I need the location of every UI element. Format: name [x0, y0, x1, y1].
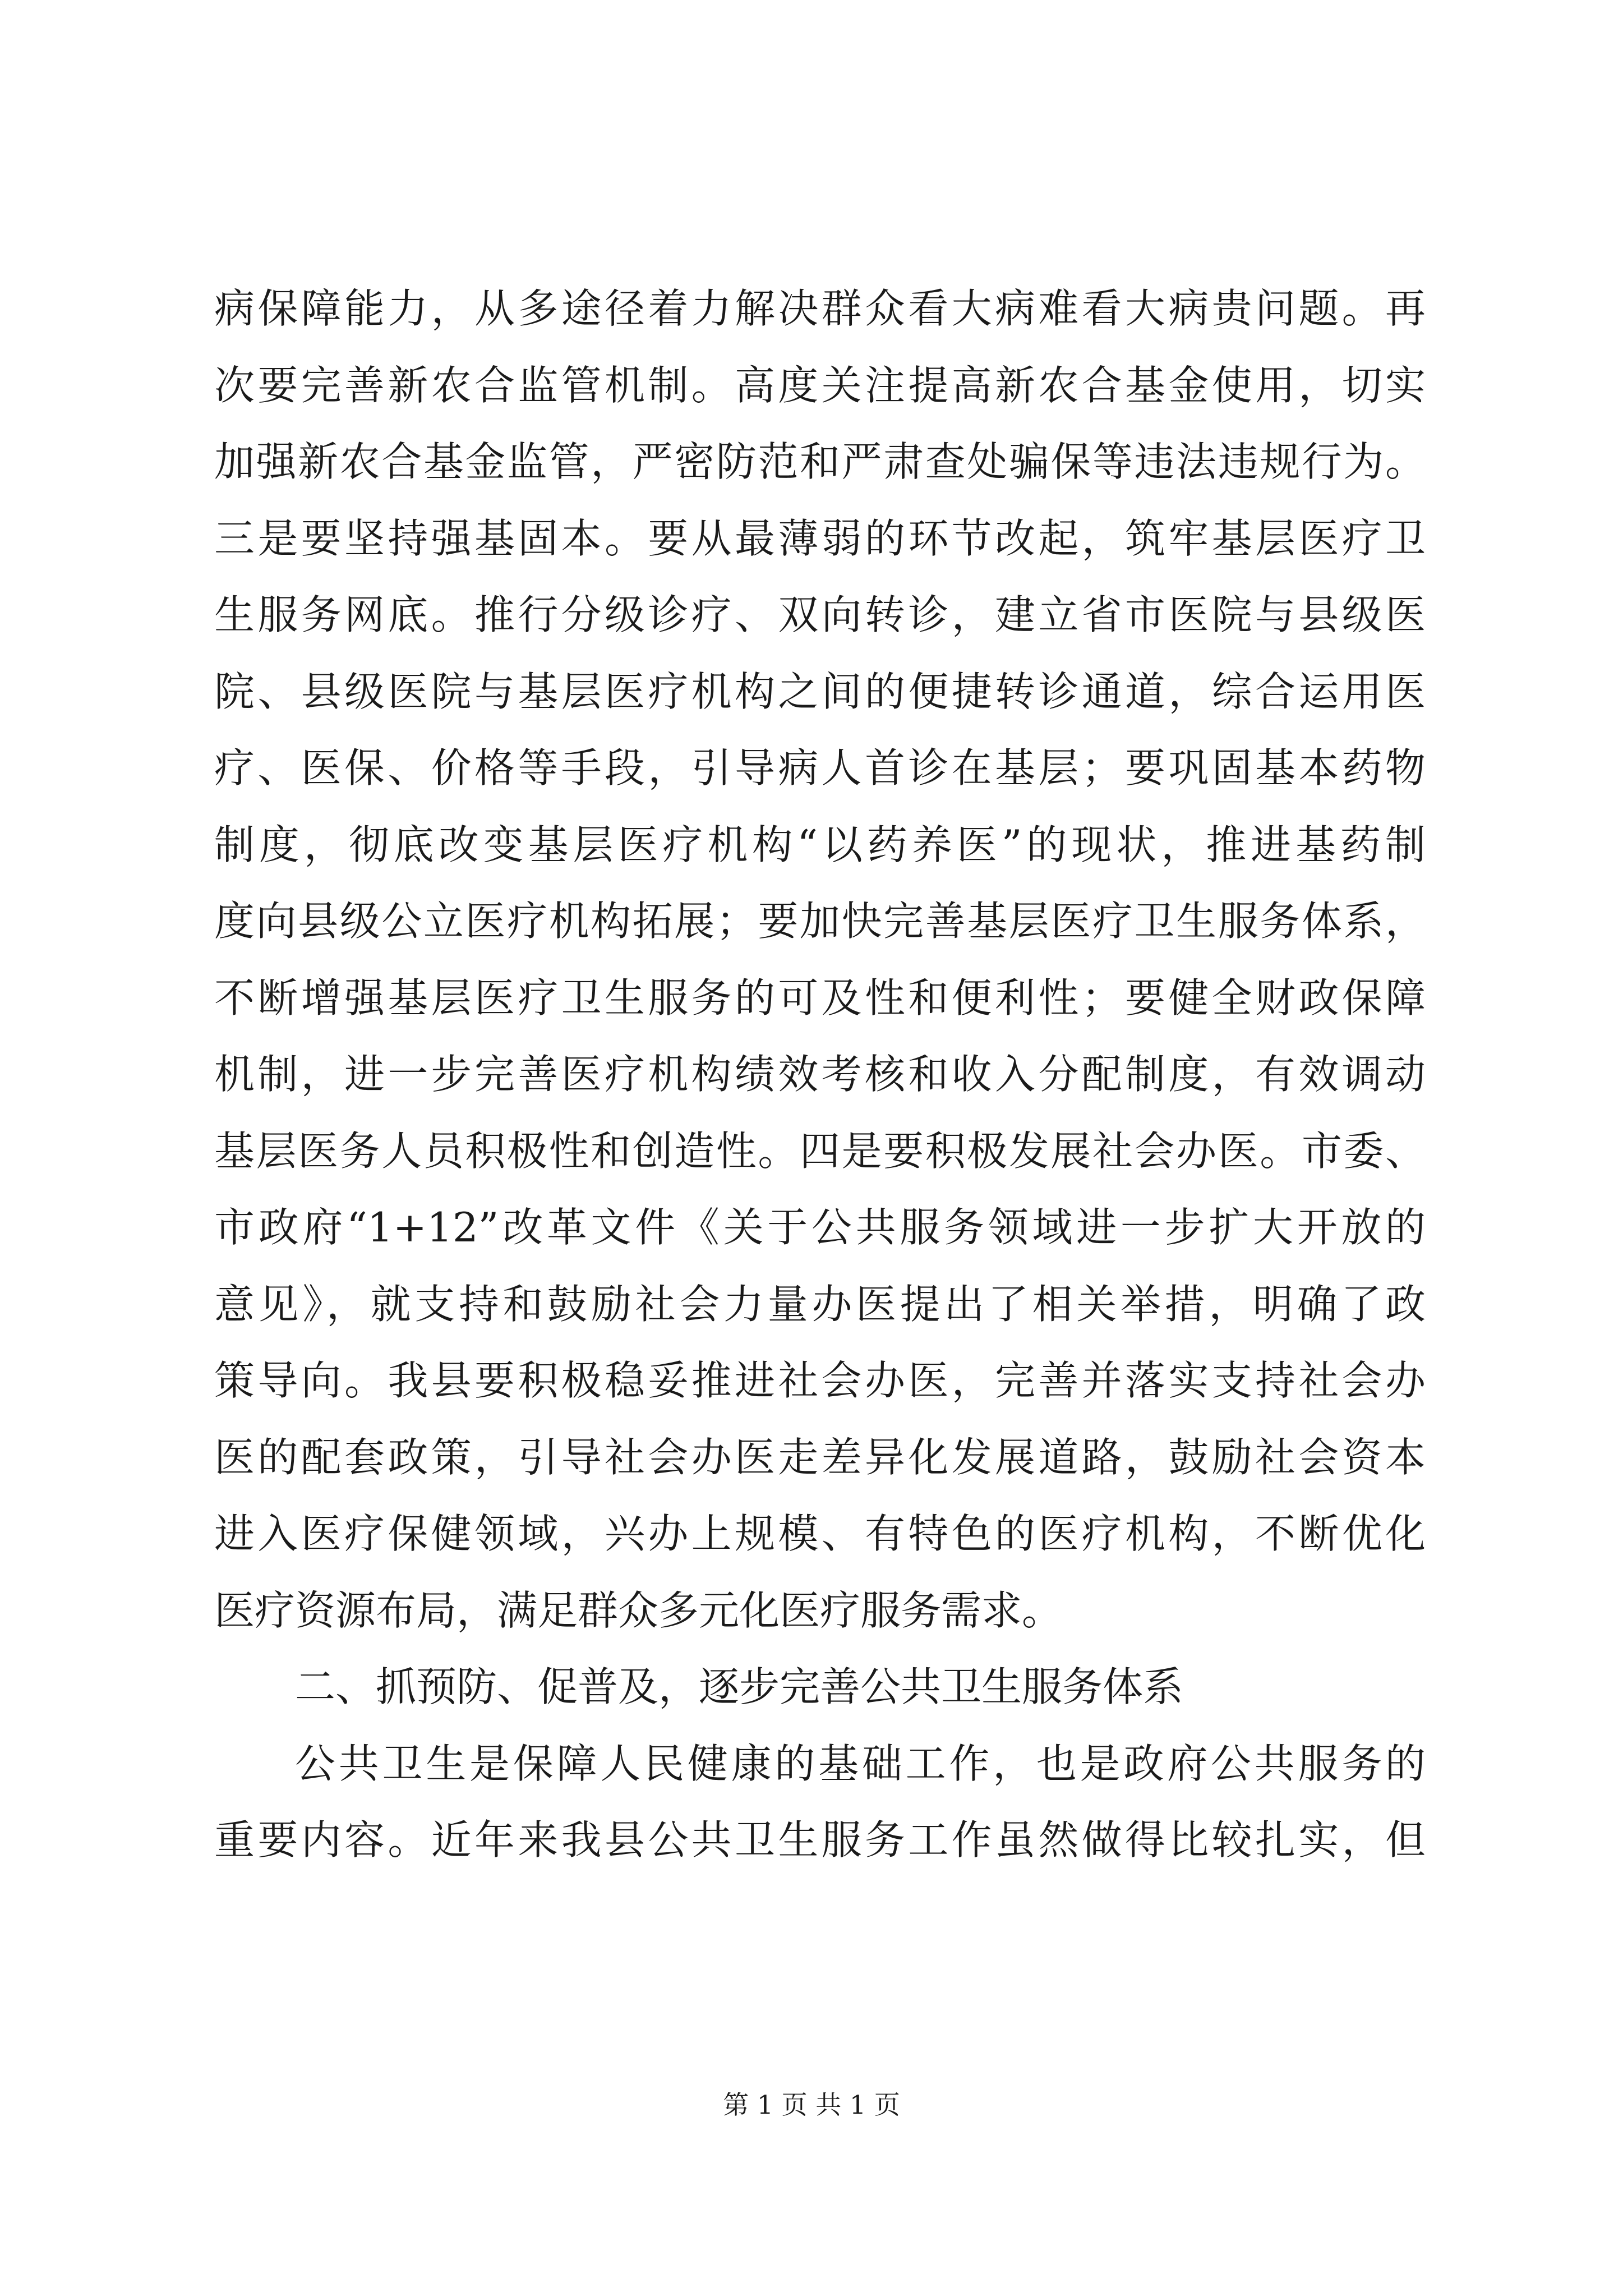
text-line-9: 度向县级公立医疗机构拓展；要加快完善基层医疗卫生服务体系，: [214, 898, 1426, 945]
text-line-3: 加强新农合基金监管，严密防范和严肃查处骗保等违法违规行为。: [214, 438, 1426, 485]
page-footer: 第 1 页 共 1 页: [723, 2090, 900, 2120]
text-line-21: 重要内容。近年来我县公共卫生服务工作虽然做得比较扎实，但: [214, 1816, 1426, 1864]
section-heading: 二、抓预防、促普及，逐步完善公共卫生服务体系: [295, 1663, 1184, 1710]
text-line-7: 疗、医保、价格等手段，引导病人首诊在基层；要巩固基本药物: [214, 744, 1426, 792]
text-line-6: 院、县级医院与基层医疗机构之间的便捷转诊通道，综合运用医: [214, 668, 1426, 715]
text-line-2: 次要完善新农合监管机制。高度关注提高新农合基金使用，切实: [214, 361, 1426, 409]
text-line-12: 基层医务人员积极性和创造性。四是要积极发展社会办医。市委、: [214, 1127, 1426, 1175]
text-line-11: 机制，进一步完善医疗机构绩效考核和收入分配制度，有效调动: [214, 1051, 1426, 1098]
text-line-16: 医的配套政策，引导社会办医走差异化发展道路，鼓励社会资本: [214, 1433, 1426, 1481]
text-line-14: 意见》，就支持和鼓励社会力量办医提出了相关举措，明确了政: [214, 1280, 1426, 1328]
text-line-1: 病保障能力，从多途径着力解决群众看大病难看大病贵问题。再: [214, 285, 1426, 332]
text-line-15: 策导向。我县要积极稳妥推进社会办医，完善并落实支持社会办: [214, 1357, 1426, 1404]
text-line-13: 市政府“1+12”改革文件《关于公共服务领域进一步扩大开放的: [214, 1204, 1426, 1251]
text-line-18: 医疗资源布局，满足群众多元化医疗服务需求。: [214, 1586, 1063, 1634]
document-body: [214, 270, 1426, 1879]
text-line-20: 公共卫生是保障人民健康的基础工作，也是政府公共服务的: [295, 1740, 1426, 1787]
text-line-17: 进入医疗保健领域，兴办上规模、有特色的医疗机构，不断优化: [214, 1510, 1426, 1557]
text-line-5: 生服务网底。推行分级诊疗、双向转诊，建立省市医院与县级医: [214, 591, 1426, 638]
text-line-4: 三是要坚持强基固本。要从最薄弱的环节改起，筑牢基层医疗卫: [214, 514, 1426, 562]
text-line-10: 不断增强基层医疗卫生服务的可及性和便利性；要健全财政保障: [214, 974, 1426, 1022]
text-line-8: 制度，彻底改变基层医疗机构“以药养医”的现状，推进基药制: [214, 821, 1426, 868]
